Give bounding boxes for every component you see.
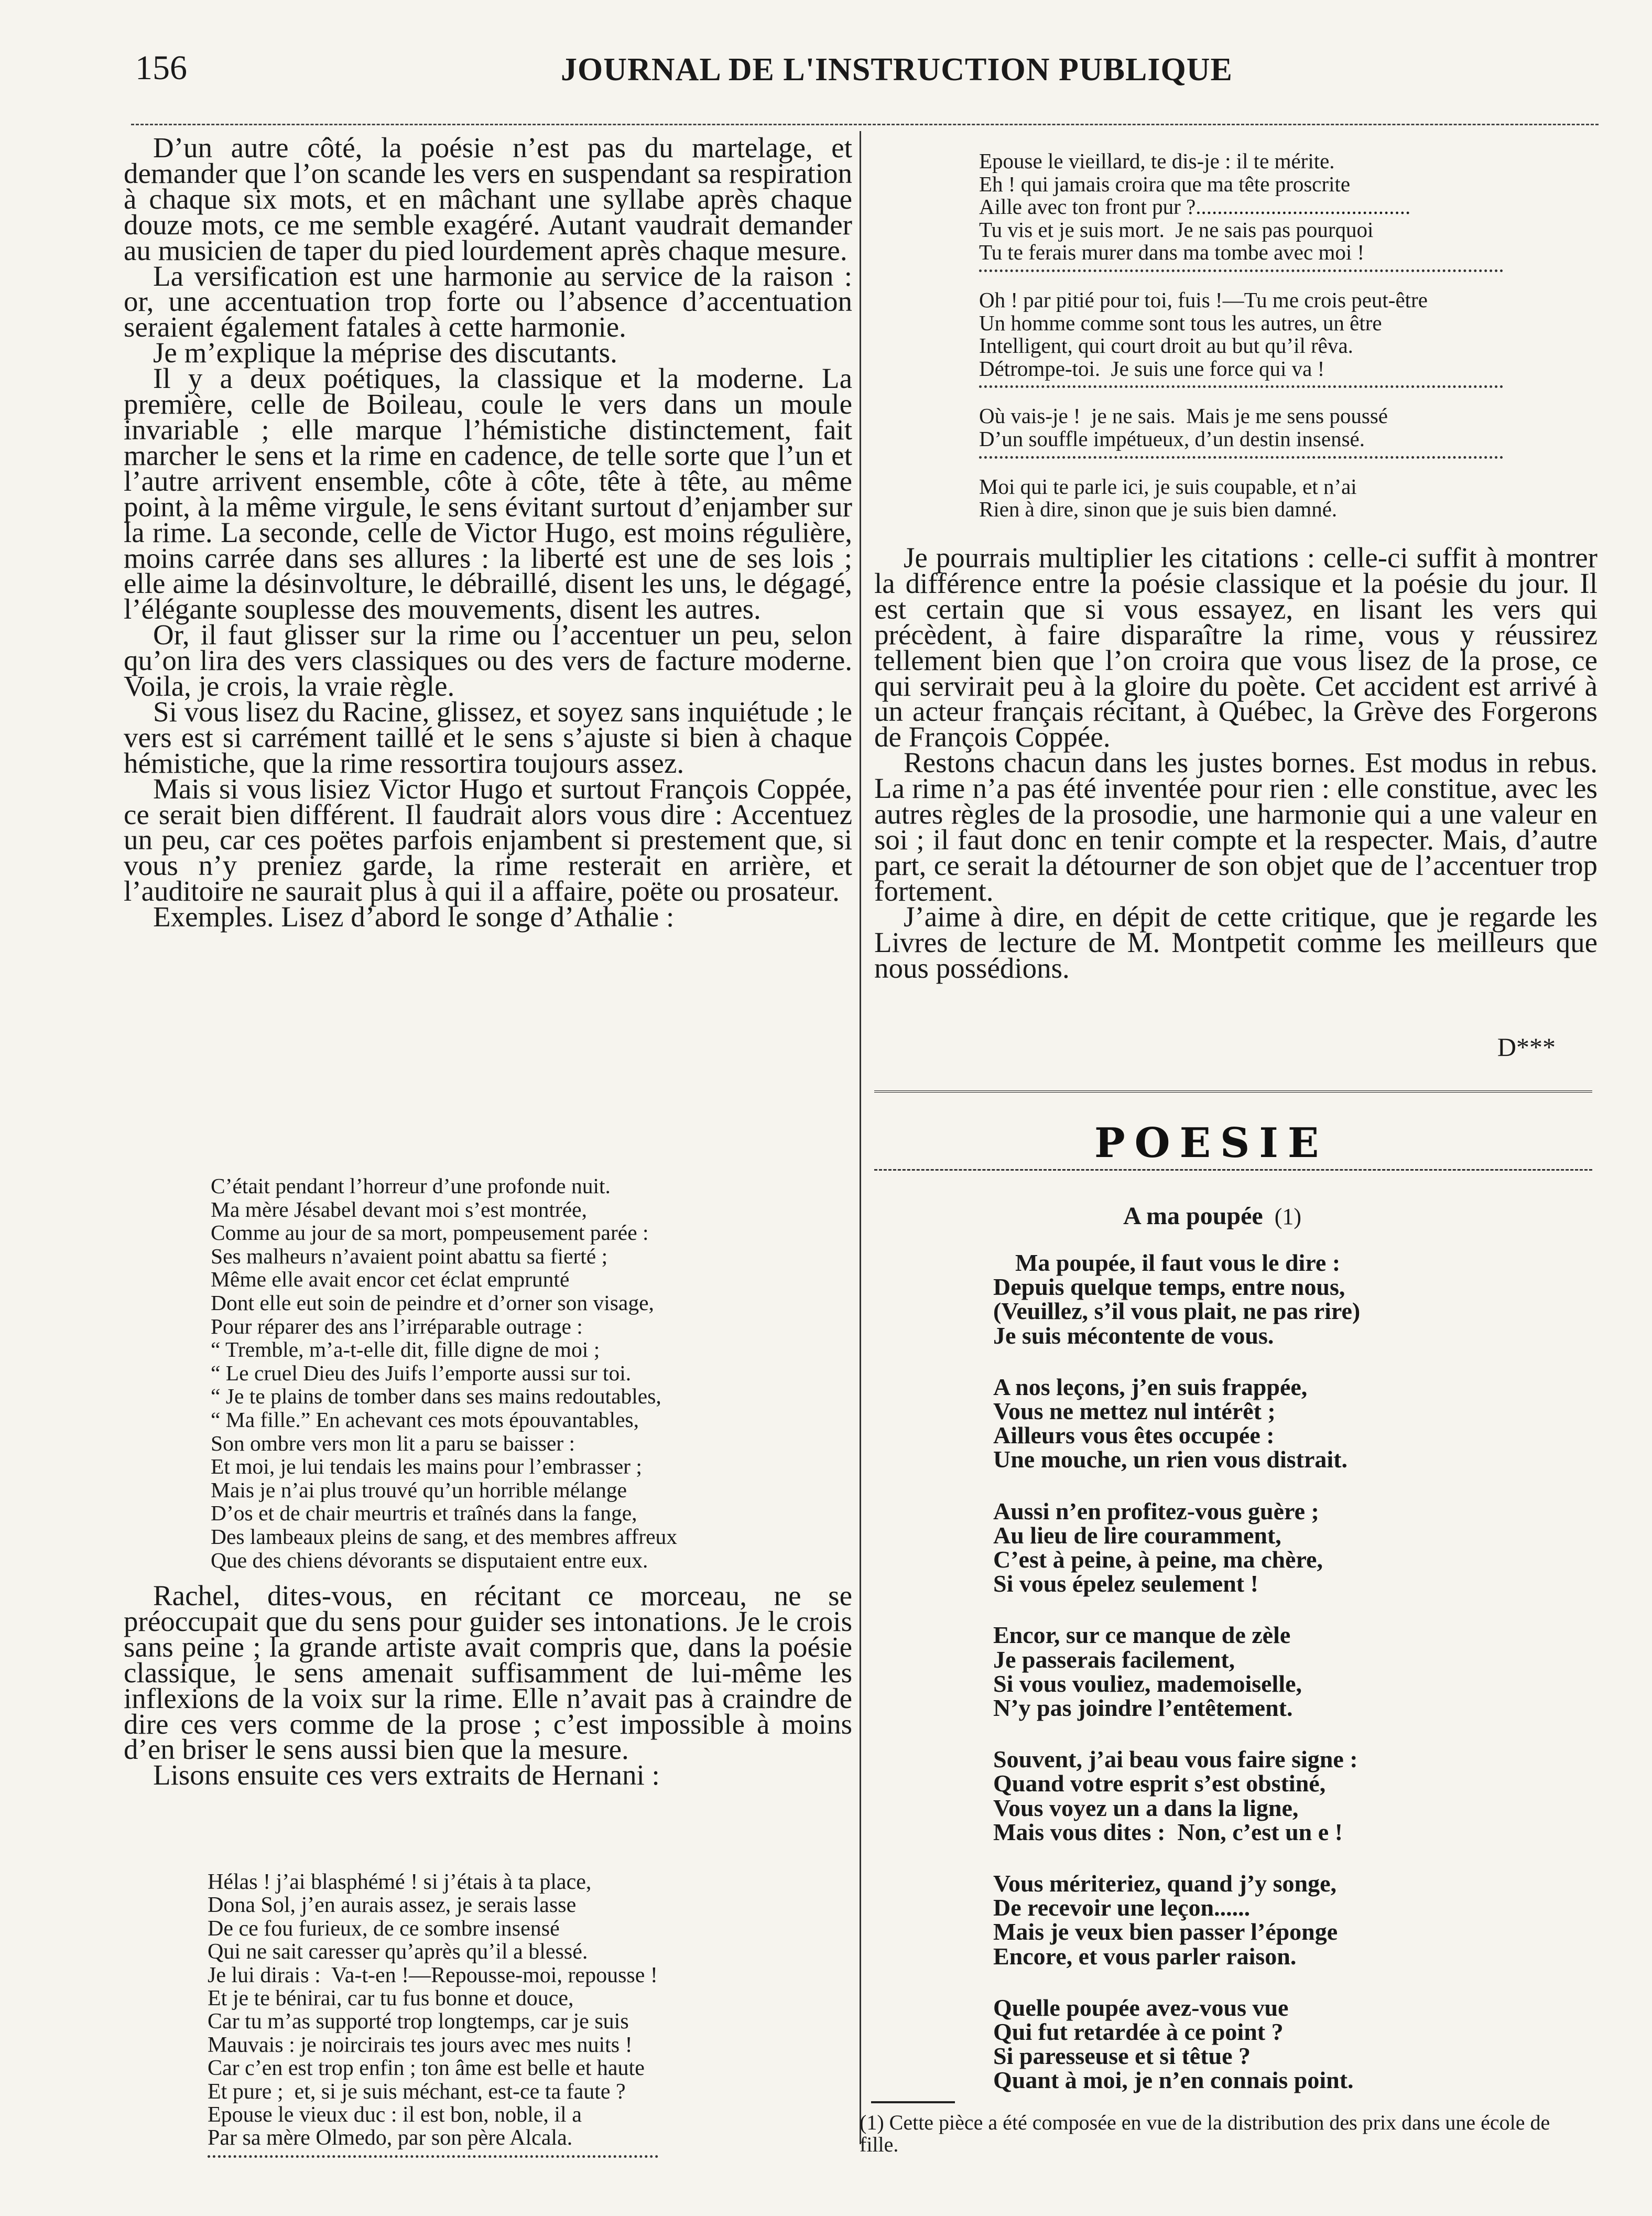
poem-line: Ma poupée, il faut vous le dire :	[1015, 1249, 1341, 1276]
paragraph: Mais si vous lisiez Victor Hugo et surtout François Coppée, ce serait bien différent. Il faudrait alors vous dire : Accentuez un peu, car ces poëtes parfois enjambent si prestement que, si vous n’y preniez garde, la rime resterait en arrière, et l’auditoire ne saurait plus à qui il a affaire, poëte ou prosateur.	[124, 772, 852, 907]
verse-line: Hélas ! j’ai blasphémé ! si j’étais à ta place,	[208, 1870, 592, 1894]
poem-line: Ailleurs vous êtes occupée :	[993, 1422, 1275, 1449]
verse-line: Ma mère Jésabel devant moi s’est montrée,	[211, 1197, 587, 1221]
poem-body	[993, 1251, 1549, 2120]
verse-line: Oh ! par pitié pour toi, fuis !—Tu me crois peut-être	[979, 287, 1428, 312]
verse-line: “ Ma fille.” En achevant ces mots épouvantables,	[211, 1407, 639, 1432]
poem-line: Encore, et vous parler raison.	[993, 1942, 1297, 1970]
footnote-rule	[871, 2101, 955, 2103]
stanza	[993, 1375, 1549, 1472]
author-signature: D***	[1497, 1032, 1556, 1062]
poem-line: Une mouche, un rien vous distrait.	[993, 1446, 1347, 1473]
paragraph: Rachel, dites-vous, en récitant ce morceau, ne se préoccupait que du sens pour guider ses intonations. Je le crois sans peine ; la grande artiste avait compris que, dans la poésie classique, le sens amenait suffisamment de lui-même les inflexions de la voix sur la rime. Elle n’avait pas à craindre de dire ces vers comme de la prose ; c’est impossible à moins d’en briser le sens aussi bien que la mesure.	[124, 1580, 852, 1766]
footnote-marker: (1)	[1274, 1204, 1302, 1229]
poem-line: Quant à moi, je n’en connais point.	[993, 2067, 1354, 2094]
poem-line: Encor, sur ce manque de zèle	[993, 1622, 1291, 1649]
stanza	[993, 1872, 1549, 1969]
verse-line: De ce fou furieux, de ce sombre insensé	[208, 1916, 560, 1941]
verse-line: Epouse le vieillard, te dis-je : il te mérite.	[979, 149, 1335, 173]
verse-line: Tu vis et je suis mort. Je ne sais pas pourquoi	[979, 217, 1374, 242]
poem-line: Vous ne mettez nul intérêt ;	[993, 1398, 1276, 1425]
header-rule	[131, 124, 1599, 125]
verse-line: Mauvais : je noircirais tes jours avec mes nuits !	[208, 2033, 633, 2057]
verse-line: “ Je te plains de tomber dans ses mains redoutables,	[211, 1384, 661, 1409]
verse-line: Des lambeaux pleins de sang, et des membres affreux	[211, 1524, 678, 1549]
paragraph: Exemples. Lisez d’abord le songe d’Athalie :	[153, 901, 675, 933]
verse-line: Qui ne sait caresser qu’après qu’il a blessé.	[208, 1940, 588, 1964]
right-column-prose	[874, 542, 1597, 984]
footnote: (1) Cette pièce a été composée en vue de la distribution des prix dans une école de fille.	[860, 2111, 1550, 2156]
verse-line: Un homme comme sont tous les autres, un être	[979, 310, 1382, 335]
stanza	[993, 1747, 1549, 1844]
stanza	[993, 1499, 1549, 1596]
verse-line: Que des chiens dévorants se disputaient entre eux.	[211, 1548, 648, 1572]
poem-line: Je passerais facilement,	[993, 1646, 1235, 1673]
verse-line: Intelligent, qui court droit au but qu’il rêva.	[979, 333, 1353, 358]
verse-line: Où vais-je ! je ne sais. Mais je me sens poussé	[979, 404, 1388, 428]
poem-line: Depuis quelque temps, entre nous,	[993, 1273, 1345, 1301]
paragraph: Lisons ensuite ces vers extraits de Hernani :	[153, 1759, 660, 1791]
verse-line: Je lui dirais : Va-t-en !—Repousse-moi, repousse !	[208, 1963, 658, 1987]
verse-line: Mais je n’ai plus trouvé qu’un horrible mélange	[211, 1477, 627, 1502]
paragraph: La versification est une harmonie au service de la raison : or, une accentuation trop forte ou l’absence d’accentuation seraient également fatales à cette harmonie.	[124, 260, 852, 343]
paragraph: Restons chacun dans les justes bornes. Est modus in rebus. La rime n’a pas été inventée pour rien : elle constitue, avec les autres règles de la prosodie, une harmonie qui a une valeur en soi ; il faut donc en tenir compte et la respecter. Mais, d’autre part, ce serait la détourner de son objet que de l’accentuer trop fortement.	[874, 747, 1597, 907]
verse-line: C’était pendant l’horreur d’une profonde nuit.	[211, 1174, 611, 1198]
left-paragraphs-a	[124, 132, 852, 933]
column-divider	[860, 131, 861, 2144]
paragraph: Or, il faut glisser sur la rime ou l’accentuer un peu, selon qu’on lira des vers classiques ou des vers de facture moderne. Voila, je crois, la vraie règle.	[124, 619, 852, 702]
poem-line: Si vous vouliez, mademoiselle,	[993, 1670, 1302, 1697]
poem-line: Vous mériteriez, quand j’y songe,	[993, 1870, 1337, 1897]
ellipsis-dots	[979, 456, 1503, 470]
poem-line: A nos leçons, j’en suis frappée,	[993, 1373, 1308, 1400]
verse-line: Car c’en est trop enfin ; ton âme est belle et haute	[208, 2056, 645, 2081]
verse-line: Aille avec ton front pur ?........................................	[979, 194, 1411, 219]
paragraph: D’un autre côté, la poésie n’est pas du martelage, et demander que l’on scande les vers en suspendant sa respiration à chaque six mots, et en mâchant une syllabe après chaque douze mots, ce me semble exagéré. Autant vaudrait demander au musicien de taper du pied lourdement après chaque mesure.	[124, 132, 852, 266]
poem-line: Vous voyez un a dans la ligne,	[993, 1794, 1299, 1821]
verse-line: Comme au jour de sa mort, pompeusement parée :	[211, 1220, 649, 1245]
verse-hernani-continued	[979, 150, 1514, 521]
ellipsis-dots	[208, 2155, 658, 2169]
poem-line: Quand votre esprit s’est obstiné,	[993, 1770, 1326, 1797]
poem-line: Au lieu de lire couramment,	[993, 1521, 1281, 1549]
verse-line: Et pure ; et, si je suis méchant, est-ce ta faute ?	[208, 2079, 626, 2104]
stanza	[993, 1623, 1549, 1720]
poem-line: De recevoir une leçon......	[993, 1894, 1251, 1921]
verse-line: Son ombre vers mon lit a paru se baisser :	[211, 1431, 575, 1455]
poem-line: N’y pas joindre l’entêtement.	[993, 1694, 1293, 1722]
verse-line: Dont elle eut soin de peindre et d’orner son visage,	[211, 1290, 654, 1315]
verse-line: Dona Sol, j’en aurais assez, je serais lasse	[208, 1893, 577, 1918]
left-column	[124, 132, 852, 933]
poem-line: Souvent, j’ai beau vous faire signe :	[993, 1746, 1358, 1773]
paragraph: J’aime à dire, en dépit de cette critique, que je regarde les Livres de lecture de M. Montpetit comme les meilleurs que nous possédions.	[874, 900, 1597, 984]
verse-line: Pour réparer des ans l’irréparable outrage :	[211, 1314, 583, 1338]
poem-line: Qui fut retardée à ce point ?	[993, 2018, 1284, 2046]
verse-hernani	[208, 1871, 847, 2175]
poem-line: Si vous épelez seulement !	[993, 1570, 1258, 1597]
journal-title: JOURNAL DE L'INSTRUCTION PUBLIQUE	[561, 52, 1233, 88]
poem-line: Je suis mécontente de vous.	[993, 1322, 1274, 1349]
ellipsis-dots	[979, 385, 1503, 399]
poem-line: Aussi n’en profitez-vous guère ;	[993, 1497, 1319, 1525]
verse-line: “ Le cruel Dieu des Juifs l’emporte aussi sur toi.	[211, 1360, 632, 1385]
section-rule-bottom	[874, 1169, 1592, 1171]
verse-line: Rien à dire, sinon que je suis bien damné.	[979, 497, 1338, 522]
verse-line: Détrompe-toi. Je suis une force qui va !	[979, 356, 1325, 381]
verse-line: Moi qui te parle ici, je suis coupable, et n’ai	[979, 474, 1357, 499]
poem-line: Mais je veux bien passer l’éponge	[993, 1918, 1338, 1945]
poem-line: Mais vous dites : Non, c’est un e !	[993, 1818, 1343, 1845]
stanza	[993, 1251, 1549, 1348]
verse-line: D’os et de chair meurtris et traînés dans la fange,	[211, 1501, 637, 1526]
verse-line: Même elle avait encor cet éclat emprunté	[211, 1267, 570, 1292]
ellipsis-dots	[979, 269, 1503, 284]
section-title: POESIE	[1094, 1119, 1329, 1167]
verse-line: Et je te bénirai, car tu fus bonne et douce,	[208, 1986, 574, 2011]
verse-line: Tu te ferais murer dans ma tombe avec moi !	[979, 240, 1365, 265]
verse-line: Eh ! qui jamais croira que ma tête proscrite	[979, 171, 1351, 196]
poem-line: Si paresseuse et si têtue ?	[993, 2042, 1251, 2070]
verse-line: D’un souffle impétueux, d’un destin insensé.	[979, 426, 1365, 451]
page-number: 156	[135, 49, 187, 87]
verse-athalie	[211, 1174, 840, 1572]
verse-line: Et moi, je lui tendais les mains pour l’embrasser ;	[211, 1454, 642, 1479]
poem-line: Quelle poupée avez-vous vue	[993, 1994, 1289, 2021]
left-column-b	[124, 1580, 852, 1791]
verse-line: Car tu m’as supporté trop longtemps, car je suis	[208, 2009, 629, 2034]
poem-title-text: A ma poupée	[1123, 1202, 1263, 1230]
verse-line: “ Tremble, m’a-t-elle dit, fille digne de moi ;	[211, 1337, 600, 1362]
section-rule-top	[874, 1090, 1592, 1093]
poem-line: C’est à peine, à peine, ma chère,	[993, 1546, 1323, 1573]
stanza	[993, 1996, 1549, 2093]
verse-line: Ses malheurs n’avaient point abattu sa fierté ;	[211, 1244, 608, 1268]
paragraph: Je pourrais multiplier les citations : celle-ci suffit à montrer la différence entre la poésie classique et la poésie du jour. Il est certain que si vous essayez, en lisant les vers qui précèdent, à faire disparaître la rime, vous y réussirez tellement bien que l’on croira que vous lisez de la prose, ce qui servirait peu à la gloire du poète. Cet accident est arrivé à un acteur français récitant, à Québec, la Grève des Forgerons de François Coppée.	[874, 542, 1597, 753]
poem-line: (Veuillez, s’il vous plait, ne pas rire)	[993, 1298, 1361, 1325]
paragraph: Si vous lisez du Racine, glissez, et soyez sans inquiétude ; le vers est si carrément taillé et le sens s’ajuste si bien à chaque hémistiche, que la rime ressortira toujours assez.	[124, 695, 852, 779]
verse-line: Par sa mère Olmedo, par son père Alcala.	[208, 2126, 573, 2150]
paragraph: Je m’explique la méprise des discutants.	[153, 337, 617, 369]
poem-title	[1123, 1202, 1301, 1230]
verse-line: Epouse le vieux duc : il est bon, noble, il a	[208, 2103, 582, 2127]
paragraph: Il y a deux poétiques, la classique et la moderne. La première, celle de Boileau, coule le vers dans un moule invariable ; elle marque l’hémistiche distinctement, fait marcher le sens et la rime en cadence, de telle sorte que l’un et l’autre arrivent ensemble, côte à côte, tête à tête, au même point, à la même virgule, le sens évitant surtout d’enjamber sur la rime. La seconde, celle de Victor Hugo, est moins régulière, moins carrée dans ses allures : la liberté est une de ses lois ; elle aime la désinvolture, le débraillé, disent les uns, le dégagé, l’élégante souplesse des mouvements, disent les autres.	[124, 362, 852, 625]
